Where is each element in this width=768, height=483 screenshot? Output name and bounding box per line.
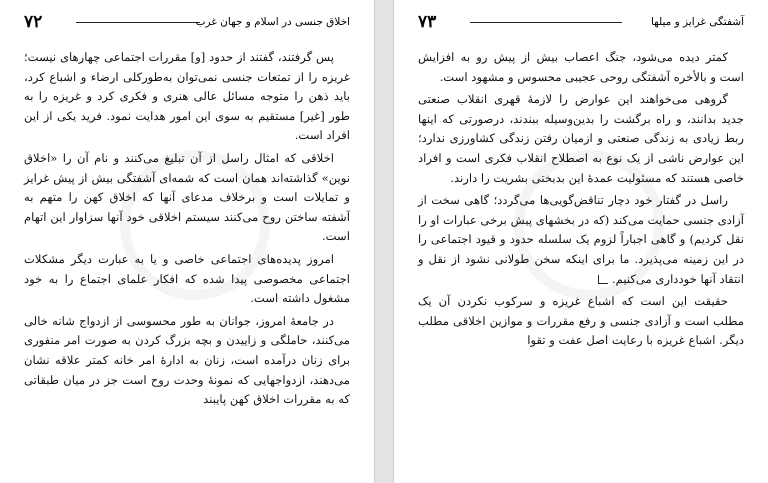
paragraph-text: راسل در گفتار خود دچار تناقض‌گویی‌ها می‌گردد؛ گاهی سخت از آزادی جنسی حمایت می‌کند (که در بخشهای پیش برخی عبارات او را نقل کردیم) و گاهی اجباراً لزوم یک سلسله حدود و قیود اجتماعی را در این زمینه می‌پذیرد. ما برای اینکه سخن طولانی نشود از نقل و انتقاد آنها خودداری می‌کنیم. bbox=[418, 193, 744, 286]
paragraph: گروهی می‌خواهند این عوارض را لازمهٔ قهری انقلاب صنعتی جدید بدانند، و راه برگشت را بدین‌وسیله ببندند، درصورتی که اینها ربط زیادی به زندگی صنعتی و ازمیان رفتن زندگی کشاورزی ندارد؛ این عوارض ناشی از یک نوع به اصطلاح انقلاب فکری است و افراد خاصی هستند که مسئولیت عمدهٔ این بدبختی بشریت را دارند. bbox=[418, 92, 744, 185]
paragraph bbox=[418, 191, 744, 289]
left-running-title: اخلاق جنسی در اسلام و جهان غرب bbox=[195, 16, 350, 28]
left-page-header bbox=[24, 12, 350, 32]
right-page-body bbox=[418, 48, 744, 351]
paragraph: حقیقت این است که اشباع غریزه و سرکوب نکردن آن یک مطلب است و آزادی جنسی و رفع مقررات و موازین اخلاقی مطلب دیگر. اشباع غریزه با رعایت اصل عفت و تقوا bbox=[418, 294, 744, 348]
left-page-body bbox=[24, 48, 350, 410]
paragraph: پس گرفتند، گفتند از حدود [و] مقررات اجتماعی چهارهای نیست؛ غریزه را از تمتعات جنسی نمی‌توان به‌طورکلی ارضاء و اشباع کرد، باید ذهن را متوجه مسائل عالی هنری و فکری کرد و غریزه را به طور [غیر] مستقیم به سوی این امور هدایت نمود. فرید یکی از این افراد است. bbox=[24, 50, 350, 143]
right-page bbox=[394, 0, 768, 483]
right-running-title: آشفتگی غرایز و میلها bbox=[650, 16, 744, 28]
right-page-header bbox=[418, 12, 744, 32]
paragraph: اخلاقی که امثال راسل از آن تبلیغ می‌کنند و نام آن را «اخلاق نوین» گذاشته‌اند همان است که شمه‌ای آشفتگی بیش از پیش غرایز و تمایلات است و برخلاف مدعای آنها که اخلاق کهن را متهم به آشفته ساختن روح می‌کنند سیستم اخلاقی خود آنها سزاوار این اتهام است. bbox=[24, 150, 350, 244]
paragraph: در جامعهٔ امروز، جوانان به طور محسوسی از ازدواج شانه خالی می‌کنند، حاملگی و زاییدن و بچه بزرگ کردن به صورت امر منفوری برای زنان درآمده است، زنان به ادارهٔ امر خانه کمتر علاقه نشان می‌دهند، ازدواجهایی که نمونهٔ وحدت روح است جز در میان طبقاتی که به مقررات اخلاق کهن پایبند bbox=[24, 313, 350, 407]
right-page-number: ۷۳ bbox=[418, 12, 437, 32]
section-end-icon bbox=[598, 275, 608, 284]
book-gutter bbox=[374, 0, 394, 483]
left-page bbox=[0, 0, 374, 483]
right-header-rule bbox=[470, 22, 622, 23]
paragraph: امروز پدیده‌های اجتماعی خاصی و یا به عبارت دیگر مشکلات اجتماعی مخصوصی پیدا شده که افکار علمای اجتماع را به خود مشغول داشته است. bbox=[24, 251, 350, 306]
left-page-number: ۷۲ bbox=[24, 12, 43, 32]
left-header-rule bbox=[76, 22, 200, 23]
paragraph: کمتر دیده می‌شود، جنگ اعصاب بیش از پیش رو به افزایش است و بالأخره آشفتگی روحی عجیبی محسوس و مشهود است. bbox=[418, 50, 744, 84]
